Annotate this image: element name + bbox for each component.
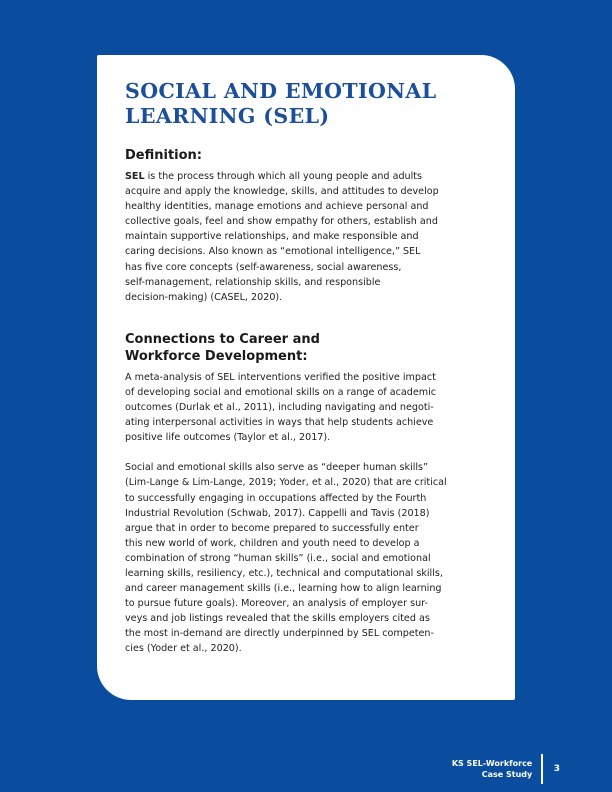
page-title-line-2: LEARNING (SEL) <box>125 104 330 128</box>
definition-heading: Definition: <box>125 148 203 163</box>
content-card <box>97 55 515 700</box>
connections-heading: Connections to Career and Workforce Development: <box>125 331 320 364</box>
connections-paragraph-2: Social and emotional skills also serve as “deeper human skills” (Lim-Lange & Lim-Lange, 2019; Yoder, et al., 2020) that are critical to successfully engaging in occupations affected by the Fourth Industrial Revolution (Schwab, 2017). Cappelli and Tavis (2018) argue that in order to become prepared to successfully enter this new world of work, children and youth need to develop a combination of strong “human skills” (i.e., social and emotional learning skills, resiliency, etc.), technical and computational skills, and career management skills (i.e., learning how to align learning to pursue future goals). Moreover, an analysis of employer sur- veys and job listings revealed that the skills employers cited as the most in-demand are directly underpinned by SEL competen- cies (Yoder et al., 2020). <box>125 462 447 655</box>
sel-term: SEL <box>125 171 145 182</box>
page-footer <box>452 754 560 784</box>
page-title <box>125 79 493 129</box>
definition-paragraph: SEL is the process through which all young people and adults acquire and apply the knowledge, skills, and attitudes to develop healthy identities, manage emotions and achieve personal and collective goals, feel and show empathy for others, establish and maintain supportive relationships, and make responsible and caring decisions. Also known as “emotional intelligence,” SEL has five core concepts (self-awareness, social awareness, self-management, relationship skills, and responsible decision-making) (CASEL, 2020). <box>125 171 439 303</box>
page-number: 3 <box>553 764 560 774</box>
footer-document-title: KS SEL-Workforce Case Study <box>451 759 533 779</box>
page-title-line-1: SOCIAL AND EMOTIONAL <box>125 79 437 103</box>
connections-paragraph-1: A meta-analysis of SEL interventions verified the positive impact of developing social and emotional skills on a range of academic outcomes (Durlak et al., 2011), including navigating and negoti- ating interpersonal activities in ways that help students achieve positive life outcomes (Taylor et al., 2017). <box>125 371 437 444</box>
